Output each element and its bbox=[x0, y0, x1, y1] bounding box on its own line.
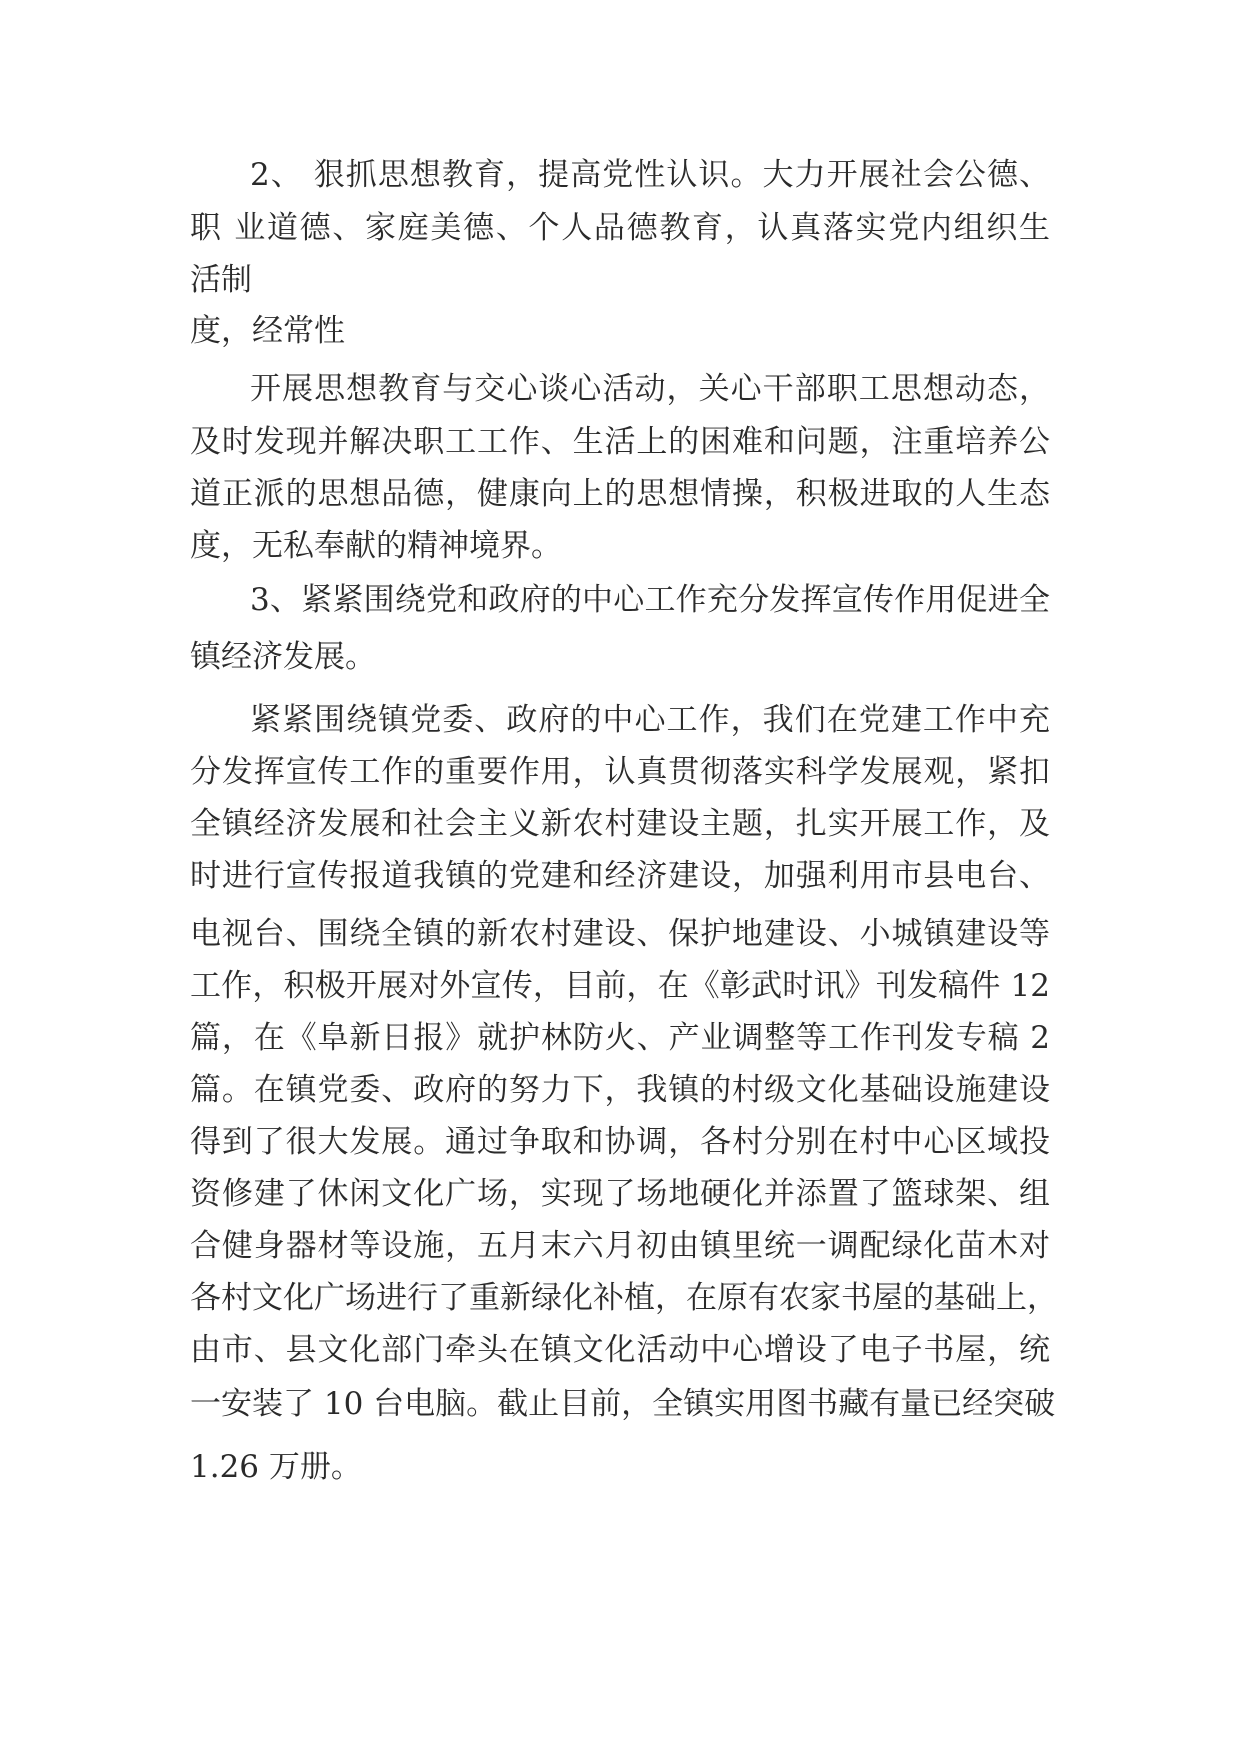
text-line: 一安装了 10 台电脑。截止目前，全镇实用图书藏有量已经突破 bbox=[190, 1386, 1056, 1422]
text-line: 分发挥宣传工作的重要作用，认真贯彻落实科学发展观，紧扣 bbox=[190, 754, 1050, 790]
text-line: 镇经济发展。 bbox=[190, 639, 376, 675]
text-line: 得到了很大发展。通过争取和协调，各村分别在村中心区域投 bbox=[190, 1124, 1050, 1160]
text-line: 度，无私奉献的精神境界。 bbox=[190, 528, 562, 564]
text-line: 全镇经济发展和社会主义新农村建设主题，扎实开展工作，及 bbox=[190, 806, 1050, 842]
text-line: 及时发现并解决职工工作、生活上的困难和问题，注重培养公 bbox=[190, 424, 1050, 460]
text-line: 道正派的思想品德，健康向上的思想情操，积极进取的人生态 bbox=[190, 476, 1050, 512]
text-line: 2、 狠抓思想教育，提高党性认识。大力开展社会公德、 bbox=[250, 157, 1050, 193]
text-line: 合健身器材等设施，五月末六月初由镇里统一调配绿化苗木对 bbox=[190, 1228, 1050, 1264]
text-line: 3、紧紧围绕党和政府的中心工作充分发挥宣传作用促进全 bbox=[250, 582, 1050, 618]
text-line: 度，经常性 bbox=[190, 313, 345, 349]
text-line: 职 业道德、家庭美德、个人品德教育，认真落实党内组织生 bbox=[190, 210, 1050, 246]
text-line: 时进行宣传报道我镇的党建和经济建设，加强利用市县电台、 bbox=[190, 858, 1050, 894]
text-line: 篇。在镇党委、政府的努力下，我镇的村级文化基础设施建设 bbox=[190, 1072, 1050, 1108]
text-line: 1.26 万册。 bbox=[190, 1449, 362, 1485]
text-line: 紧紧围绕镇党委、政府的中心工作，我们在党建工作中充 bbox=[250, 702, 1050, 738]
text-line: 电视台、围绕全镇的新农村建设、保护地建设、小城镇建设等 bbox=[190, 916, 1050, 952]
text-line: 资修建了休闲文化广场，实现了场地硬化并添置了篮球架、组 bbox=[190, 1176, 1050, 1212]
text-line: 各村文化广场进行了重新绿化补植，在原有农家书屋的基础上， bbox=[190, 1280, 1058, 1316]
text-line: 篇，在《阜新日报》就护林防火、产业调整等工作刊发专稿 2 bbox=[190, 1020, 1050, 1056]
text-line: 由市、县文化部门牵头在镇文化活动中心增设了电子书屋，统 bbox=[190, 1332, 1050, 1368]
text-line: 活制 bbox=[190, 262, 252, 298]
text-line: 开展思想教育与交心谈心活动，关心干部职工思想动态， bbox=[250, 371, 1050, 407]
text-line: 工作，积极开展对外宣传，目前，在《彰武时讯》刊发稿件 12 bbox=[190, 968, 1050, 1004]
